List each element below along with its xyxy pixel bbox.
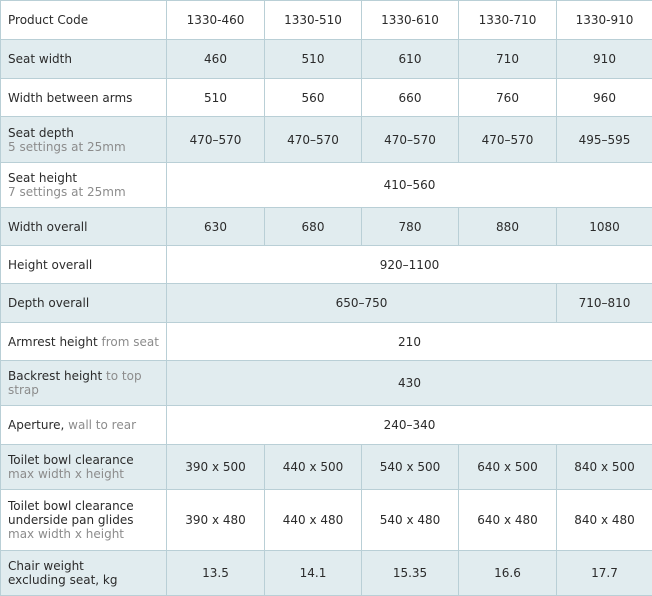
value-cell: 210: [167, 323, 652, 361]
value-cell: 13.5: [167, 551, 265, 596]
value-cell: 540 x 500: [362, 445, 459, 490]
row-label: Width between arms: [1, 79, 167, 117]
seat-height-row: [1, 163, 652, 208]
toilet-bowl-clearance-glides-row: [1, 490, 652, 551]
value-cell: 17.7: [557, 551, 652, 596]
value-cell: 240–340: [167, 406, 652, 445]
seat-depth-row: [1, 117, 652, 163]
product-code-cell: 1330-460: [167, 1, 265, 40]
row-label: [1, 551, 167, 596]
row-label: Depth overall: [1, 284, 167, 323]
value-cell: 710: [459, 40, 557, 79]
value-cell: 660: [362, 79, 459, 117]
value-cell: 960: [557, 79, 652, 117]
value-cell: 390 x 480: [167, 490, 265, 551]
value-cell: 390 x 500: [167, 445, 265, 490]
value-cell: 410–560: [167, 163, 652, 208]
row-label-main: Aperture,: [8, 418, 64, 432]
value-cell: 640 x 480: [459, 490, 557, 551]
row-label-main: excluding seat, kg: [8, 573, 159, 587]
row-label-sub: 5 settings at 25mm: [8, 140, 159, 154]
value-cell: 710–810: [557, 284, 652, 323]
toilet-bowl-clearance-row: [1, 445, 652, 490]
row-label-sub: from seat: [102, 335, 159, 349]
value-cell: 470–570: [459, 117, 557, 163]
row-label-sub: 7 settings at 25mm: [8, 185, 159, 199]
row-label-main: Chair weight: [8, 559, 159, 573]
value-cell: 470–570: [265, 117, 362, 163]
value-cell: 880: [459, 208, 557, 246]
row-label-main: Seat height: [8, 171, 159, 185]
row-label: [1, 163, 167, 208]
value-cell: 430: [167, 361, 652, 406]
row-label: [1, 406, 167, 445]
row-label: [1, 445, 167, 490]
product-code-cell: 1330-510: [265, 1, 362, 40]
value-cell: 460: [167, 40, 265, 79]
backrest-height-row: [1, 361, 652, 406]
row-label-sub: max width x height: [8, 527, 159, 541]
row-label-sub: to top strap: [8, 369, 142, 397]
value-cell: 650–750: [167, 284, 557, 323]
value-cell: 920–1100: [167, 246, 652, 284]
value-cell: 510: [167, 79, 265, 117]
seat-width-row: [1, 40, 652, 79]
row-label: [1, 117, 167, 163]
value-cell: 630: [167, 208, 265, 246]
row-label: [1, 490, 167, 551]
row-label-main: underside pan glides: [8, 513, 159, 527]
value-cell: 760: [459, 79, 557, 117]
value-cell: 840 x 500: [557, 445, 652, 490]
product-code-cell: 1330-710: [459, 1, 557, 40]
value-cell: 440 x 500: [265, 445, 362, 490]
value-cell: 16.6: [459, 551, 557, 596]
row-label-main: Seat depth: [8, 126, 159, 140]
armrest-height-row: [1, 323, 652, 361]
row-label-main: Backrest height: [8, 369, 102, 383]
row-label: [1, 361, 167, 406]
row-label-sub: max width x height: [8, 467, 159, 481]
value-cell: 780: [362, 208, 459, 246]
aperture-row: [1, 406, 652, 445]
value-cell: 440 x 480: [265, 490, 362, 551]
row-label-main: Toilet bowl clearance: [8, 453, 159, 467]
value-cell: 840 x 480: [557, 490, 652, 551]
value-cell: 510: [265, 40, 362, 79]
value-cell: 560: [265, 79, 362, 117]
header-row: [1, 1, 652, 40]
row-label-main: Armrest height: [8, 335, 98, 349]
value-cell: 640 x 500: [459, 445, 557, 490]
width-between-arms-row: [1, 79, 652, 117]
value-cell: 495–595: [557, 117, 652, 163]
width-overall-row: [1, 208, 652, 246]
depth-overall-row: [1, 284, 652, 323]
value-cell: 1080: [557, 208, 652, 246]
row-label-sub: wall to rear: [68, 418, 136, 432]
value-cell: 910: [557, 40, 652, 79]
row-label: Height overall: [1, 246, 167, 284]
product-code-cell: 1330-610: [362, 1, 459, 40]
row-label: Seat width: [1, 40, 167, 79]
row-label: Product Code: [1, 1, 167, 40]
chair-weight-row: [1, 551, 652, 596]
value-cell: 610: [362, 40, 459, 79]
product-code-cell: 1330-910: [557, 1, 652, 40]
value-cell: 15.35: [362, 551, 459, 596]
value-cell: 14.1: [265, 551, 362, 596]
row-label: Width overall: [1, 208, 167, 246]
value-cell: 680: [265, 208, 362, 246]
value-cell: 470–570: [167, 117, 265, 163]
row-label-main: Toilet bowl clearance: [8, 499, 159, 513]
height-overall-row: [1, 246, 652, 284]
value-cell: 470–570: [362, 117, 459, 163]
value-cell: 540 x 480: [362, 490, 459, 551]
row-label: [1, 323, 167, 361]
